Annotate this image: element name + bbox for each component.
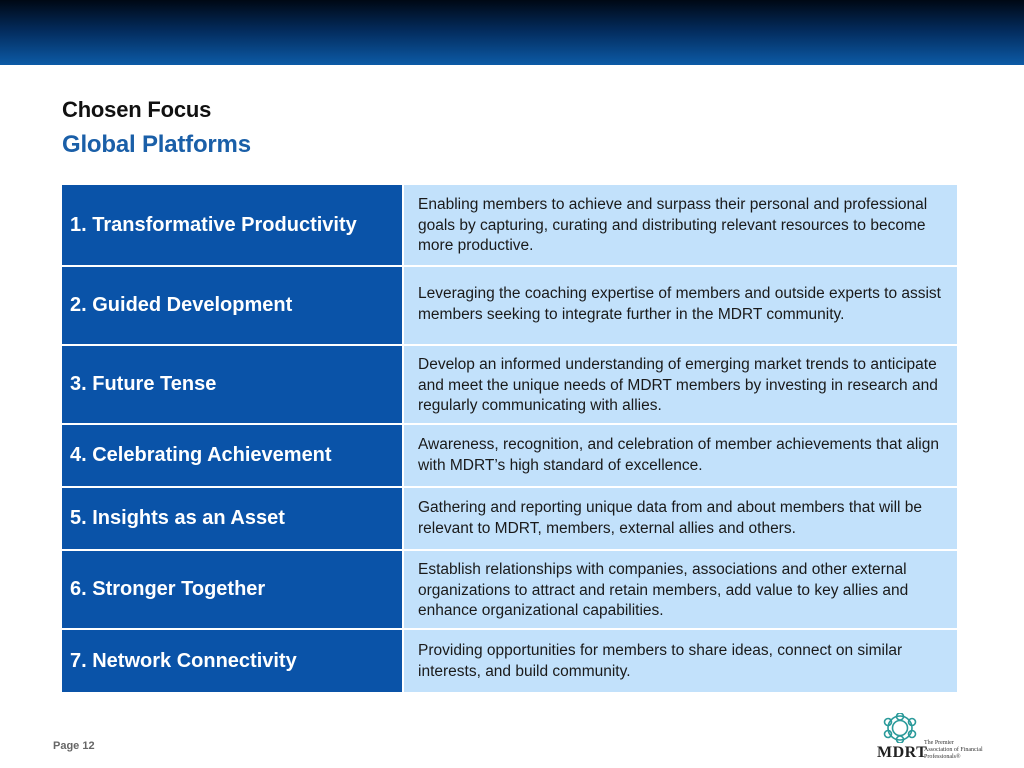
platform-name: 4. Celebrating Achievement xyxy=(62,425,402,486)
platform-row-2 xyxy=(62,267,957,346)
mdrt-ring-icon xyxy=(878,713,922,743)
platform-description: Leveraging the coaching expertise of members and outside experts to assist members seeking to integrate further in the MDRT community. xyxy=(402,267,957,344)
platform-row-7 xyxy=(62,630,957,692)
platform-description: Providing opportunities for members to share ideas, connect on similar interests, and build community. xyxy=(402,630,957,692)
page-number: Page 12 xyxy=(53,740,95,752)
platform-description: Gathering and reporting unique data from and about members that will be relevant to MDRT, members, external allies and others. xyxy=(402,488,957,549)
slide-subheading: Global Platforms xyxy=(62,131,251,158)
platform-row-6 xyxy=(62,551,957,630)
platform-row-1 xyxy=(62,185,957,267)
platform-row-5 xyxy=(62,488,957,551)
platform-name: 6. Stronger Together xyxy=(62,551,402,628)
platform-description: Awareness, recognition, and celebration of member achievements that align with MDRT’s high standard of excellence. xyxy=(402,425,957,486)
platform-name: 7. Network Connectivity xyxy=(62,630,402,692)
logo-wordmark: MDRT xyxy=(877,744,928,761)
logo-tagline: The Premier Association of Financial Professionals® xyxy=(924,740,983,760)
platform-row-3 xyxy=(62,346,957,425)
platforms-table xyxy=(62,185,957,692)
mdrt-logo xyxy=(874,713,983,763)
platform-name: 5. Insights as an Asset xyxy=(62,488,402,549)
platform-description: Establish relationships with companies, associations and other external organizations to attract and retain members, add value to key allies and enhance organizational capabilities. xyxy=(402,551,957,628)
platform-name: 1. Transformative Productivity xyxy=(62,185,402,265)
platform-name: 3. Future Tense xyxy=(62,346,402,423)
platform-name: 2. Guided Development xyxy=(62,267,402,344)
header-band xyxy=(0,0,1024,65)
slide-heading: Chosen Focus xyxy=(62,97,212,122)
platform-description: Develop an informed understanding of emerging market trends to anticipate and meet the unique needs of MDRT members by investing in research and regularly communicating with allies. xyxy=(402,346,957,423)
platform-row-4 xyxy=(62,425,957,488)
platform-description: Enabling members to achieve and surpass their personal and professional goals by capturing, curating and distributing relevant resources to become more productive. xyxy=(402,185,957,265)
